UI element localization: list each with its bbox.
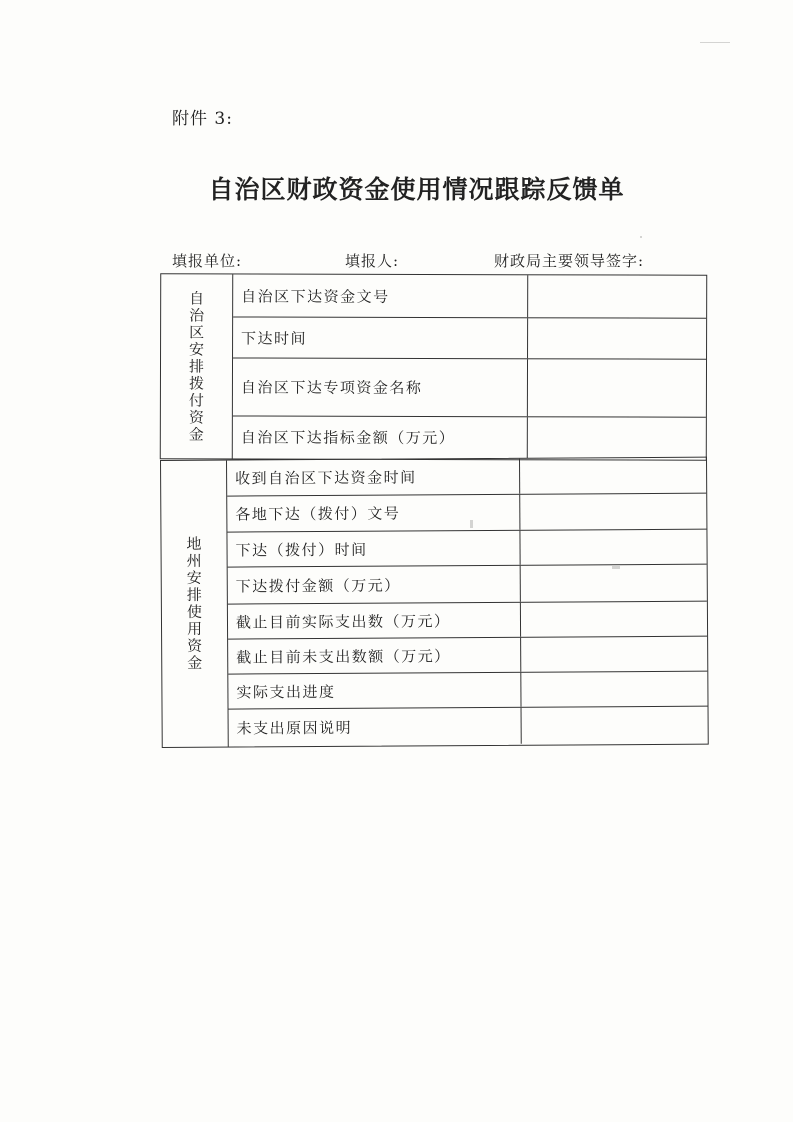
table-row: [228, 565, 707, 605]
table-row: [228, 602, 707, 640]
row-label: 实际支出进度: [228, 673, 521, 709]
scan-artifact: [700, 42, 730, 43]
value-cell[interactable]: [521, 672, 707, 707]
document-title: 自治区财政资金使用情况跟踪反馈单: [208, 175, 625, 204]
section-label: 地州安排使用资金: [161, 461, 229, 747]
value-cell[interactable]: [521, 637, 707, 672]
table-row: [233, 416, 706, 458]
row-label: 未支出原因说明: [229, 708, 522, 746]
table-row: [233, 274, 706, 318]
table-row: [227, 458, 706, 497]
value-cell[interactable]: [521, 602, 707, 637]
row-label: 下达（拨付）时间: [227, 531, 520, 567]
section-label: 自治区安排拨付资金: [161, 274, 233, 458]
section-prefecture: [160, 457, 709, 748]
section-autonomous-region: [160, 273, 707, 460]
value-cell[interactable]: [528, 275, 706, 317]
value-cell[interactable]: [528, 417, 706, 458]
table-row: [228, 672, 707, 710]
value-cell[interactable]: [528, 318, 706, 358]
value-cell[interactable]: [520, 458, 706, 494]
row-label: 收到自治区下达资金时间: [227, 459, 520, 496]
table-row: [233, 317, 706, 359]
table-row: [227, 530, 706, 568]
row-label: 截止目前未支出数额（万元）: [228, 638, 521, 674]
table-row: [228, 637, 707, 675]
scan-artifact: [640, 236, 642, 238]
row-label: 下达拨付金额（万元）: [228, 566, 521, 604]
row-label: 截止目前实际支出数（万元）: [228, 603, 521, 639]
attachment-label: 附件 3:: [172, 109, 233, 129]
table-row: [227, 494, 706, 533]
table-row: [229, 707, 708, 746]
value-cell[interactable]: [522, 707, 708, 744]
value-cell[interactable]: [521, 565, 707, 602]
row-label: 自治区下达指标金额（万元）: [233, 416, 528, 458]
value-cell[interactable]: [520, 494, 706, 530]
fill-unit-label: 填报单位:: [172, 252, 243, 270]
value-cell[interactable]: [520, 530, 706, 565]
leader-signature-label: 财政局主要领导签字:: [494, 252, 645, 270]
feedback-table: [160, 274, 707, 748]
row-label: 自治区下达专项资金名称: [233, 358, 528, 416]
row-label: 自治区下达资金文号: [233, 274, 528, 317]
row-label: 下达时间: [233, 317, 528, 358]
scan-artifact: [470, 520, 473, 528]
value-cell[interactable]: [528, 359, 706, 416]
row-label: 各地下达（拨付）文号: [227, 495, 520, 532]
table-row: [233, 358, 706, 417]
scan-artifact: [612, 566, 620, 569]
fill-person-label: 填报人:: [345, 252, 400, 270]
